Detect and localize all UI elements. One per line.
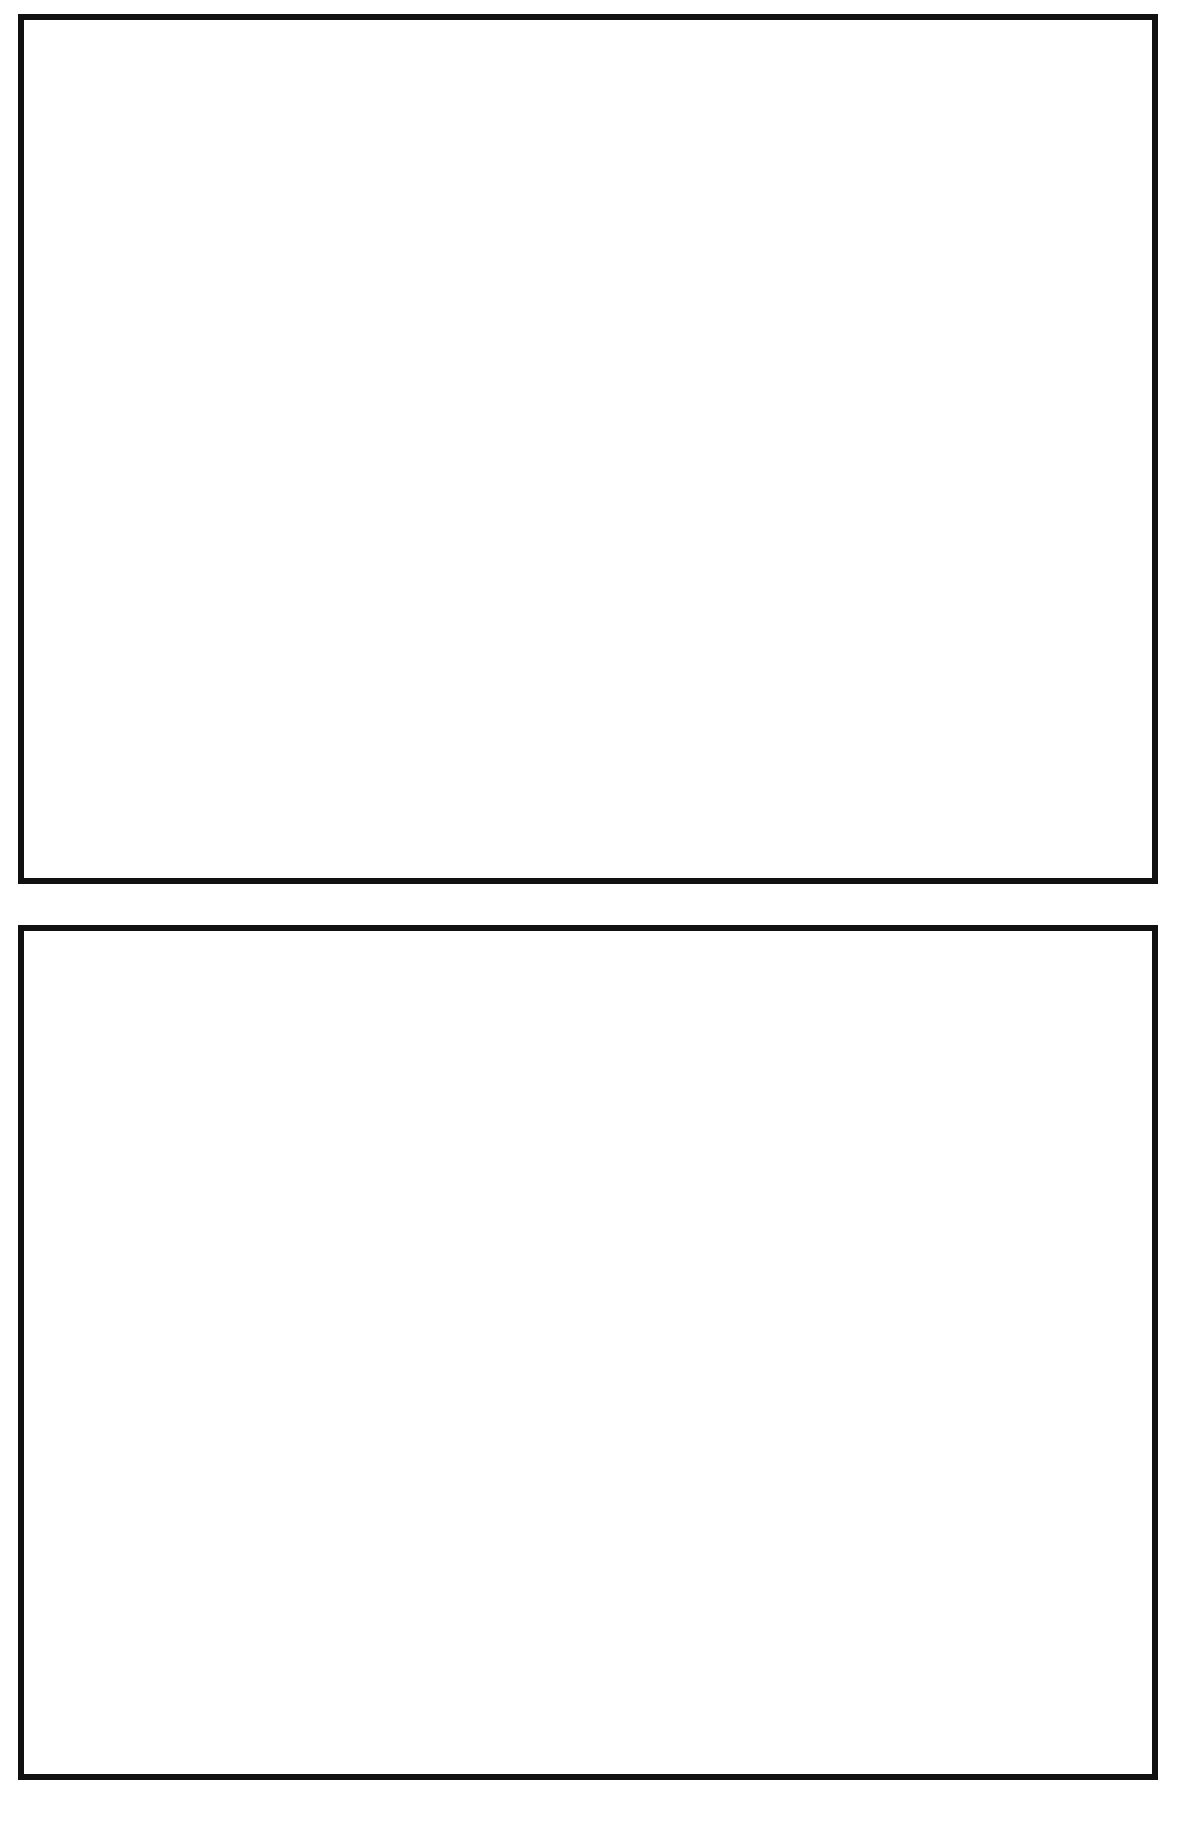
- top-page: [18, 14, 1158, 884]
- bottom-columns: [32, 939, 1144, 1766]
- top-columns: [32, 28, 1144, 870]
- bottom-page: [18, 925, 1158, 1780]
